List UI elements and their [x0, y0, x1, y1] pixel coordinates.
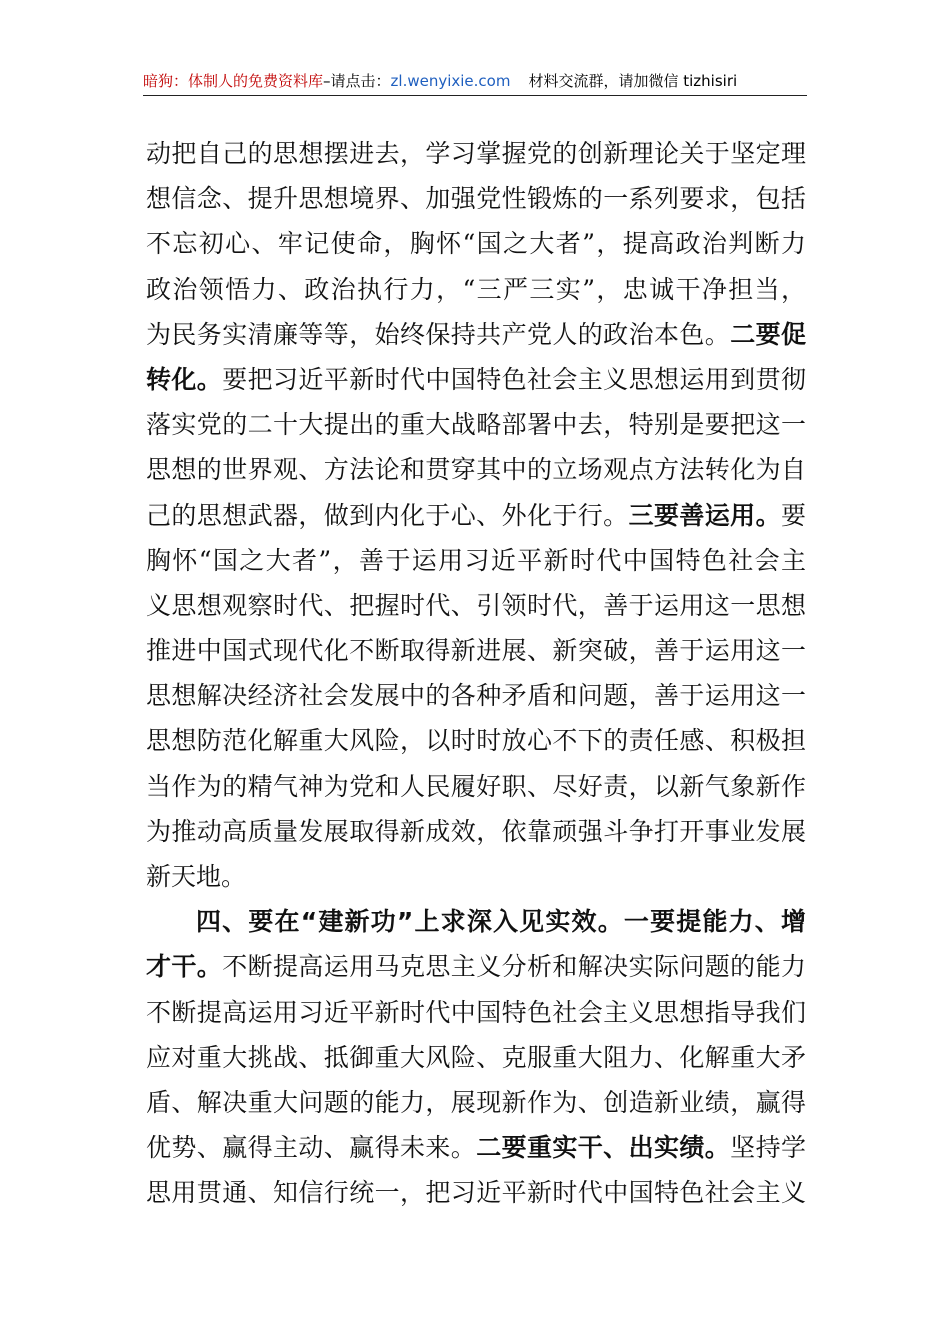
- text-line: 思想防范化解重大风险，以时时放心不下的责任感、积极担: [146, 726, 806, 756]
- text-line: 新天地。: [146, 862, 247, 891]
- text-line: 思想的世界观、方法论和贯穿其中的立场观点方法转化为自: [146, 455, 806, 485]
- text-line: [146, 493, 806, 538]
- text-line: 推进中国式现代化不断取得新进展、新突破，善于运用这一: [146, 636, 806, 666]
- text-line: 不断提高运用习近平新时代中国特色社会主义思想指导我们: [146, 997, 806, 1027]
- bold-heading: 才干。: [146, 952, 223, 982]
- line-text: 不断提高运用马克思主义分析和解决实际问题的能力: [222, 952, 806, 982]
- bold-heading: 一要提能力、增: [623, 907, 806, 937]
- bold-heading: 二要促: [730, 319, 806, 349]
- text-line: 盾、解决重大问题的能力，展现新作为、创造新业绩，赢得: [146, 1087, 806, 1117]
- line-text: 为民务实清廉等等，始终保持共产党人的政治本色。: [146, 319, 731, 349]
- bold-heading: 二要重实干、出实绩。: [476, 1133, 731, 1163]
- header-url-link[interactable]: zl.wenyixie.com: [390, 72, 511, 90]
- text-line: 政治领悟力、政治执行力，“三严三实”，忠诚干净担当，: [146, 274, 806, 304]
- text-line: [146, 1125, 806, 1170]
- page-header: [143, 70, 807, 94]
- text-line: 落实党的二十大提出的重大战略部署中去，特别是要把这一: [146, 410, 806, 440]
- line-text: 坚持学: [730, 1133, 806, 1163]
- section-heading: 四、要在“建新功”上求深入见实效。: [196, 907, 624, 937]
- header-divider: [143, 95, 807, 96]
- line-text: 己的思想武器，做到内化于心、外化于行。: [146, 500, 629, 530]
- text-line: 应对重大挑战、抵御重大风险、克服重大阻力、化解重大矛: [146, 1042, 806, 1072]
- text-line: [146, 899, 806, 944]
- text-line: 动把自己的思想摆进去，学习掌握党的创新理论关于坚定理: [146, 139, 806, 168]
- line-text: 优势、赢得主动、赢得未来。: [146, 1133, 477, 1163]
- bold-heading: 转化。: [146, 364, 223, 394]
- header-brand: 暗狗：体制人的免费资料库: [143, 72, 324, 90]
- line-text: 要把习近平新时代中国特色社会主义思想运用到贯彻: [222, 364, 806, 394]
- text-line: 胸怀“国之大者”，善于运用习近平新时代中国特色社会主: [146, 545, 806, 575]
- text-line: [146, 312, 806, 357]
- header-click-prefix: –请点击：: [323, 72, 391, 90]
- text-line: [146, 357, 806, 402]
- header-wechat-note: 材料交流群，请加微信 tizhisiri: [528, 72, 738, 90]
- text-line: 义思想观察时代、把握时代、引领时代，善于运用这一思想: [146, 590, 806, 620]
- text-line: 当作为的精气神为党和人民履好职、尽好责，以新气象新作: [146, 771, 806, 801]
- text-line: [146, 944, 806, 989]
- text-line: 思用贯通、知信行统一，把习近平新时代中国特色社会主义: [146, 1178, 806, 1208]
- bold-heading: 三要善运用。: [628, 500, 781, 530]
- text-line: 思想解决经济社会发展中的各种矛盾和问题，善于运用这一: [146, 681, 806, 711]
- text-line: 为推动高质量发展取得新成效，依靠顽强斗争打开事业发展: [146, 816, 806, 846]
- line-text: 要: [780, 500, 806, 530]
- text-line: 想信念、提升思想境界、加强党性锻炼的一系列要求，包括: [146, 184, 806, 214]
- text-line: 不忘初心、牢记使命，胸怀“国之大者”，提高政治判断力: [146, 229, 806, 259]
- body-text: [146, 131, 806, 1216]
